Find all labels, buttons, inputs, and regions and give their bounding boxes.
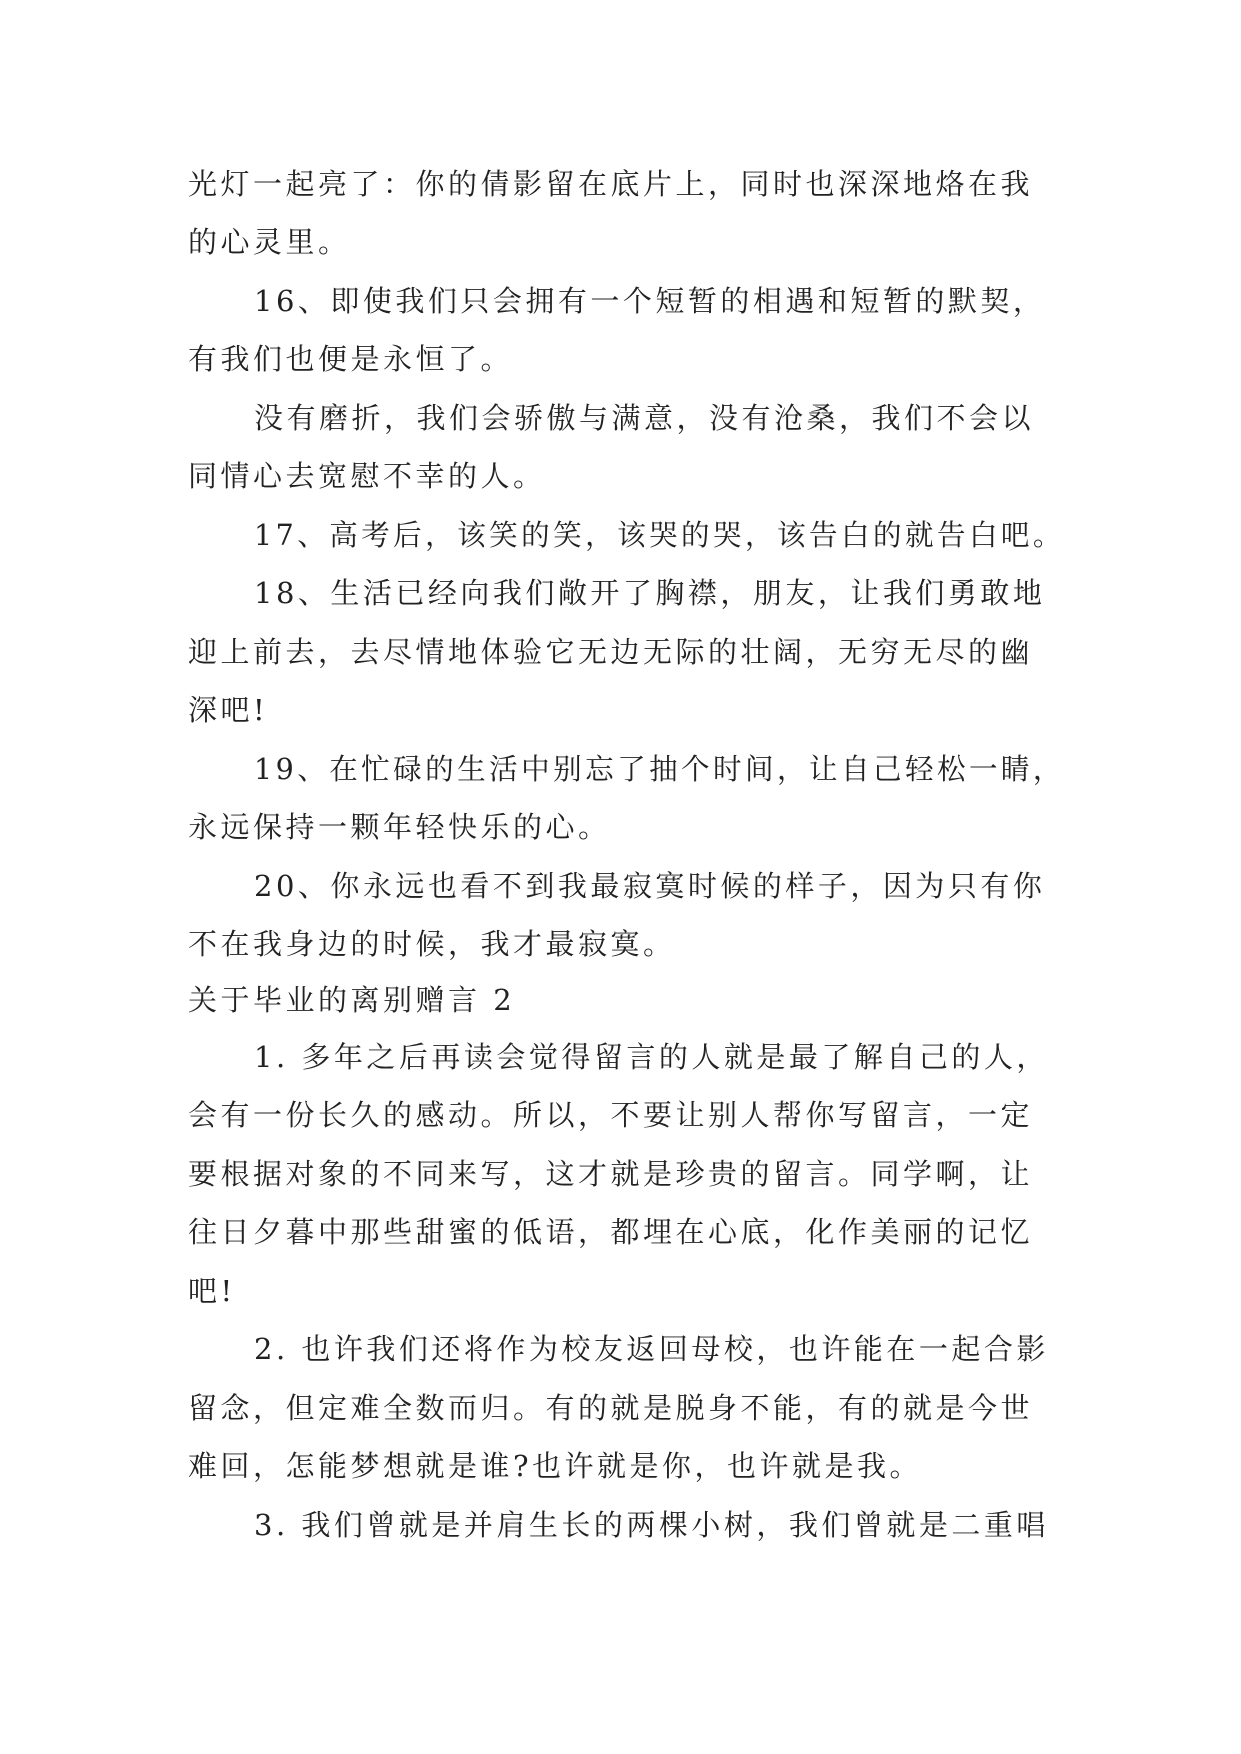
text-line: 有我们也便是永恒了。 [188, 342, 514, 376]
text-line: 18、生活已经向我们敞开了胸襟，朋友，让我们勇敢地 [254, 576, 1046, 610]
text-line: 难回，怎能梦想就是谁?也许就是你，也许就是我。 [188, 1449, 923, 1483]
text-line: 的心灵里。 [188, 225, 351, 259]
text-line: 深吧! [188, 693, 269, 727]
text-line: 要根据对象的不同来写，这才就是珍贵的留言。同学啊，让 [188, 1157, 1034, 1191]
text-line: 往日夕暮中那些甜蜜的低语，都埋在心底，化作美丽的记忆 [188, 1215, 1034, 1249]
text-line: 不在我身边的时候，我才最寂寞。 [188, 927, 676, 961]
section-heading: 关于毕业的离别赠言 2 [188, 983, 516, 1017]
text-line: 光灯一起亮了：你的倩影留在底片上，同时也深深地烙在我 [188, 167, 1034, 201]
text-line: 1. 多年之后再读会觉得留言的人就是最了解自己的人， [254, 1040, 1049, 1074]
text-line: 留念，但定难全数而归。有的就是脱身不能，有的就是今世 [188, 1391, 1034, 1425]
text-line: 3. 我们曾就是并肩生长的两棵小树，我们曾就是二重唱 [254, 1508, 1049, 1542]
text-line: 迎上前去，去尽情地体验它无边无际的壮阔，无穷无尽的幽 [188, 635, 1034, 669]
text-line: 2. 也许我们还将作为校友返回母校，也许能在一起合影 [254, 1332, 1049, 1366]
text-line: 永远保持一颗年轻快乐的心。 [188, 810, 611, 844]
text-line: 吧! [188, 1274, 236, 1308]
text-line: 没有磨折，我们会骄傲与满意，没有沧桑，我们不会以 [254, 401, 1035, 435]
text-line: 20、你永远也看不到我最寂寞时候的样子，因为只有你 [254, 869, 1046, 903]
text-line: 16、即使我们只会拥有一个短暂的相遇和短暂的默契， [254, 284, 1046, 318]
text-line: 19、在忙碌的生活中别忘了抽个时间，让自己轻松一睛， [254, 752, 1065, 786]
text-line: 同情心去宽慰不幸的人。 [188, 459, 546, 493]
text-line: 17、高考后，该笑的笑，该哭的哭，该告白的就告白吧。 [254, 518, 1065, 552]
text-line: 会有一份长久的感动。所以，不要让别人帮你写留言，一定 [188, 1098, 1034, 1132]
